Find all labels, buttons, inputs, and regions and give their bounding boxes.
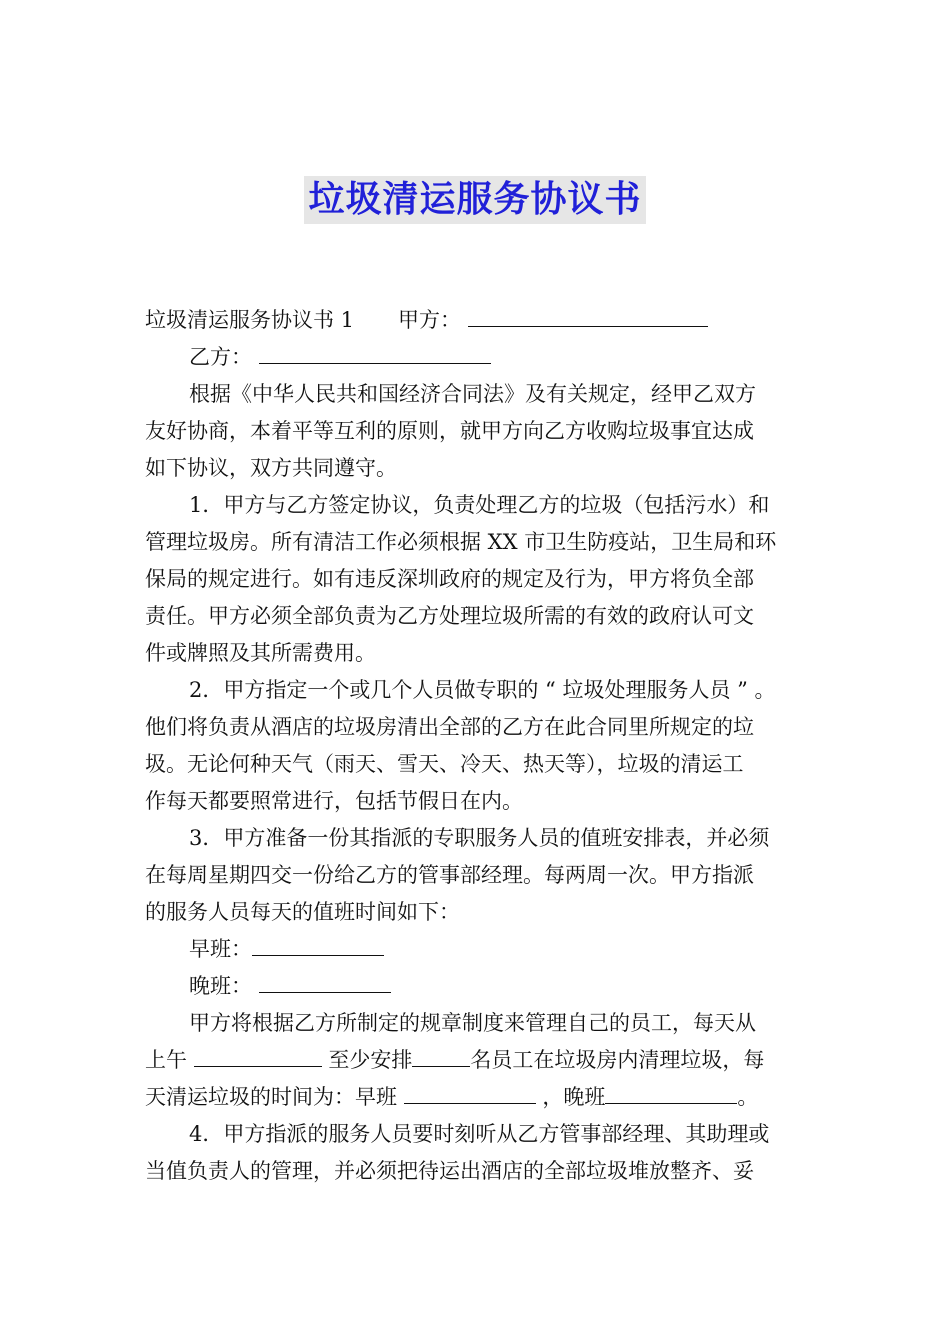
text-span: ，晚班	[542, 1085, 606, 1109]
party-b-label: 乙方：	[189, 345, 252, 369]
schedule-line-3	[145, 1079, 807, 1116]
morning-time-blank	[404, 1081, 536, 1104]
start-time-blank	[194, 1044, 322, 1067]
text-span: 至少安排	[328, 1048, 413, 1072]
clause-1	[145, 487, 807, 672]
party-a-blank	[468, 304, 708, 327]
staff-count-blank	[412, 1044, 470, 1067]
text-line: 作每天都要照常进行，包括节假日在内。	[145, 789, 523, 813]
text-line: 根据《中华人民共和国经济合同法》及有关规定，经甲乙双方	[189, 382, 756, 406]
text-line: 2．甲方指定一个或几个人员做专职的 “ 垃圾处理服务人员 ” 。	[189, 678, 776, 702]
text-line: 友好协商，本着平等互利的原则，就甲方向乙方收购垃圾事宜达成	[145, 419, 754, 443]
text-line: 件或牌照及其所需费用。	[145, 641, 376, 665]
text-line: 3．甲方准备一份其指派的专职服务人员的值班安排表，并必须	[189, 826, 770, 850]
title-container	[0, 176, 950, 224]
intro-paragraph	[145, 376, 807, 487]
clause-4	[145, 1116, 807, 1190]
schedule-line-2	[145, 1042, 807, 1079]
party-b-line	[145, 339, 807, 376]
morning-shift-label: 早班：	[189, 937, 252, 961]
text-line: 保局的规定进行。如有违反深圳政府的规定及行为，甲方将负全部	[145, 567, 754, 591]
schedule-paragraph	[145, 1005, 807, 1116]
morning-shift-blank	[252, 933, 384, 956]
evening-shift-blank	[259, 970, 391, 993]
text-line: 责任。甲方必须全部负责为乙方处理垃圾所需的有效的政府认可文	[145, 604, 754, 628]
text-line: 1．甲方与乙方签定协议，负责处理乙方的垃圾（包括污水）和	[189, 493, 770, 517]
evening-shift-label: 晚班：	[189, 974, 252, 998]
document-body	[145, 302, 807, 1190]
doc-label: 垃圾清运服务协议书 1	[145, 308, 355, 332]
text-line: 甲方将根据乙方所制定的规章制度来管理自己的员工，每天从	[189, 1011, 756, 1035]
text-line: 的服务人员每天的值班时间如下：	[145, 900, 460, 924]
clause-2	[145, 672, 807, 820]
evening-time-blank	[605, 1081, 737, 1104]
text-line: 在每周星期四交一份给乙方的管事部经理。每两周一次。甲方指派	[145, 863, 754, 887]
text-span: 上午	[145, 1048, 187, 1072]
text-line: 4．甲方指派的服务人员要时刻听从乙方管事部经理、其助理或	[189, 1122, 770, 1146]
heading-line	[145, 302, 807, 339]
text-span: 天清运垃圾的时间为：早班	[145, 1085, 397, 1109]
text-span: 。	[737, 1085, 759, 1109]
text-line: 他们将负责从酒店的垃圾房清出全部的乙方在此合同里所规定的垃	[145, 715, 754, 739]
text-line: 如下协议，双方共同遵守。	[145, 456, 397, 480]
text-line: 当值负责人的管理，并必须把待运出酒店的全部垃圾堆放整齐、妥	[145, 1159, 754, 1183]
morning-shift-line	[145, 931, 807, 968]
text-line: 圾。无论何种天气（雨天、雪天、冷天、热天等），垃圾的清运工	[145, 752, 744, 776]
document-title: 垃圾清运服务协议书	[304, 176, 645, 224]
text-line: 管理垃圾房。所有清洁工作必须根据 XX 市卫生防疫站，卫生局和环	[145, 530, 777, 554]
party-a-label: 甲方：	[398, 308, 462, 332]
party-b-blank	[259, 341, 491, 364]
clause-3	[145, 820, 807, 931]
text-span: 名员工在垃圾房内清理垃圾，每	[470, 1048, 765, 1072]
evening-shift-line	[145, 968, 807, 1005]
